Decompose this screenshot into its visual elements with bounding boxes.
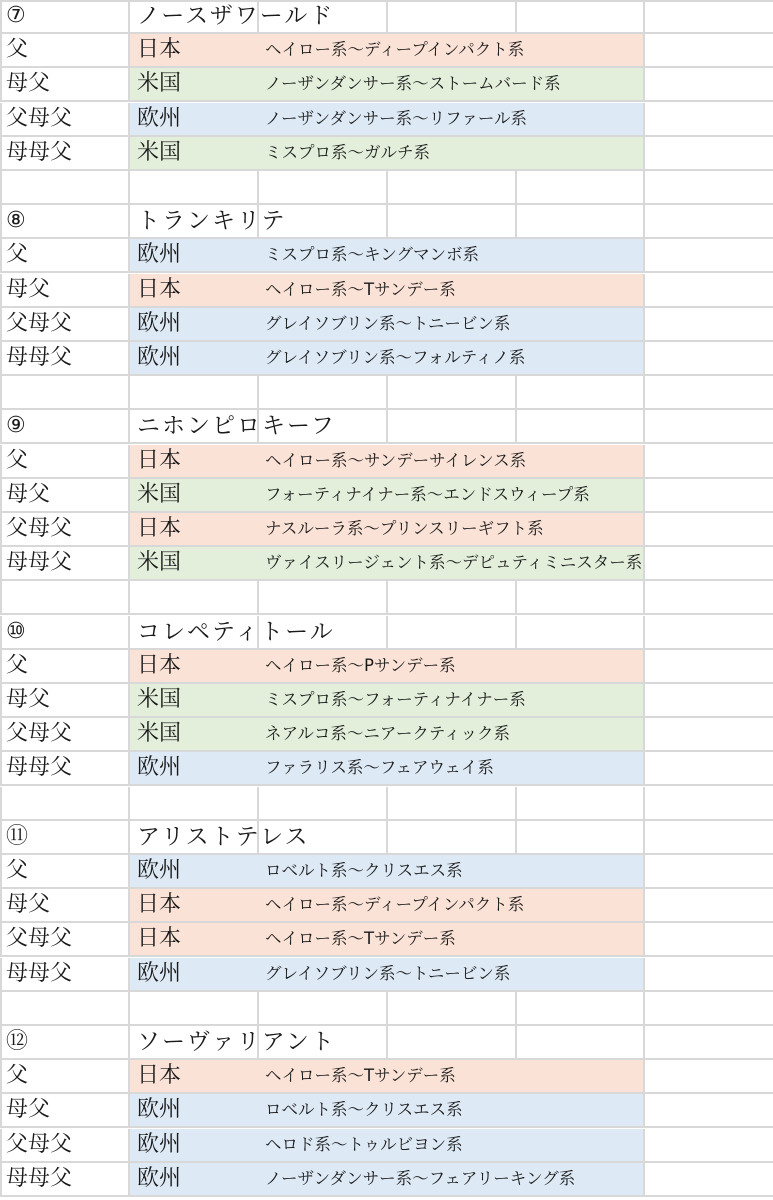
horse-number: ⑪: [6, 823, 29, 849]
sire-line-cell: ヘイロー系〜ディープインパクト系: [265, 40, 525, 60]
pedigree-label: 母母父: [6, 1165, 73, 1191]
sire-line-cell: ノーザンダンサー系〜ストームバード系: [265, 74, 561, 94]
horse-number: ⑩: [6, 618, 26, 644]
horse-header-row: [0, 205, 773, 239]
pedigree-row: [0, 1163, 773, 1197]
pedigree-label: 父: [6, 1063, 29, 1089]
horse-header-row: [0, 821, 773, 855]
pedigree-row: [0, 274, 773, 308]
pedigree-label: 母母父: [6, 960, 73, 986]
region-cell: 米国: [137, 71, 182, 97]
pedigree-row: [0, 650, 773, 684]
horse-header-row: [0, 410, 773, 444]
sire-line-cell: グレイソブリン系〜トニービン系: [265, 313, 511, 333]
region-cell: 欧州: [137, 755, 182, 781]
region-cell: 欧州: [137, 1131, 182, 1157]
region-cell: 米国: [137, 550, 182, 576]
pedigree-label: 父: [6, 447, 29, 473]
pedigree-label: 母父: [6, 481, 51, 507]
pedigree-row: [0, 958, 773, 992]
empty-row: [0, 992, 773, 1026]
region-cell: 米国: [137, 721, 182, 747]
region-cell: 米国: [137, 687, 182, 712]
region-cell: 日本: [137, 276, 182, 302]
pedigree-row: [0, 684, 773, 718]
pedigree-row: [0, 1094, 773, 1128]
sire-line-cell: ヘイロー系〜Tサンデー系: [265, 1066, 456, 1086]
pedigree-row: [0, 889, 773, 923]
region-cell: 日本: [137, 926, 182, 952]
region-cell: 欧州: [137, 310, 182, 336]
horse-number: ⑧: [6, 208, 26, 234]
horse-number: ⑫: [6, 1029, 29, 1054]
region-cell: 米国: [137, 139, 182, 165]
pedigree-label: 父母父: [6, 310, 73, 336]
horse-name: ソーヴァリアント: [137, 1029, 336, 1055]
pedigree-label: 母父: [6, 892, 51, 918]
pedigree-row: [0, 34, 773, 68]
pedigree-label: 母父: [6, 687, 51, 712]
sire-line-cell: ヴァイスリージェント系〜デピュティミニスター系: [265, 553, 643, 573]
region-cell: 米国: [137, 481, 182, 507]
pedigree-label: 父母父: [6, 1131, 73, 1157]
horse-number: ⑨: [6, 413, 26, 439]
region-cell: 日本: [137, 892, 182, 918]
pedigree-label: 母父: [6, 276, 51, 302]
sire-line-cell: グレイソブリン系〜トニービン系: [265, 963, 511, 983]
horse-name: コレペティトール: [137, 618, 335, 645]
pedigree-label: 母母父: [6, 139, 73, 165]
empty-row: [0, 376, 773, 410]
pedigree-label: 母母父: [6, 345, 73, 370]
sire-line-cell: ファラリス系〜フェアウェイ系: [265, 758, 494, 778]
region-cell: 日本: [137, 37, 182, 63]
pedigree-label: 父: [6, 858, 29, 883]
region-cell: 日本: [137, 447, 182, 473]
pedigree-row: [0, 103, 773, 137]
sire-line-cell: ミスプロ系〜ガルチ系: [265, 142, 430, 162]
sire-line-cell: ヘイロー系〜サンデーサイレンス系: [265, 450, 527, 470]
sire-line-cell: ヘイロー系〜ディープインパクト系: [265, 895, 525, 915]
sire-line-cell: ヘロド系〜トゥルビヨン系: [265, 1134, 463, 1154]
region-cell: 日本: [137, 516, 182, 541]
region-cell: 欧州: [137, 960, 182, 986]
empty-row: [0, 581, 773, 615]
sire-line-cell: ノーザンダンサー系〜リファール系: [265, 108, 528, 128]
sire-line-cell: ノーザンダンサー系〜フェアリーキング系: [265, 1168, 576, 1188]
horse-header-row: [0, 0, 773, 34]
horse-name: トランキリテ: [137, 208, 287, 235]
region-cell: 欧州: [137, 242, 182, 268]
pedigree-row: [0, 445, 773, 479]
pedigree-row: [0, 752, 773, 786]
pedigree-label: 父母父: [6, 516, 73, 541]
pedigree-row: [0, 308, 773, 342]
pedigree-label: 母母父: [6, 755, 73, 781]
horse-name: ノースザワールド: [137, 3, 335, 29]
pedigree-row: [0, 513, 773, 547]
pedigree-row: [0, 1060, 773, 1094]
pedigree-label: 父: [6, 37, 29, 63]
sire-line-cell: ヘイロー系〜Tサンデー系: [265, 279, 456, 299]
sire-line-cell: ナスルーラ系〜プリンスリーギフト系: [265, 519, 544, 538]
pedigree-row: [0, 137, 773, 171]
sire-line-cell: ロベルト系〜クリスエス系: [265, 861, 463, 880]
pedigree-label: 母父: [6, 1097, 51, 1123]
pedigree-label: 父母父: [6, 926, 73, 952]
pedigree-label: 父: [6, 242, 29, 268]
region-cell: 欧州: [137, 1165, 182, 1191]
horse-header-row: [0, 616, 773, 650]
sire-line-cell: ミスプロ系〜キングマンボ系: [265, 245, 480, 265]
pedigree-row: [0, 68, 773, 102]
pedigree-row: [0, 1129, 773, 1163]
pedigree-row: [0, 923, 773, 957]
horse-name: アリストテレス: [137, 823, 310, 850]
pedigree-row: [0, 342, 773, 376]
region-cell: 欧州: [137, 105, 182, 131]
pedigree-label: 父母父: [6, 105, 73, 131]
pedigree-label: 父: [6, 652, 29, 678]
pedigree-row: [0, 855, 773, 889]
empty-row: [0, 787, 773, 821]
pedigree-label: 母父: [6, 71, 51, 97]
pedigree-row: [0, 239, 773, 273]
empty-row: [0, 171, 773, 205]
horse-header-row: [0, 1026, 773, 1060]
region-cell: 日本: [137, 652, 182, 678]
sire-line-cell: ロベルト系〜クリスエス系: [265, 1100, 463, 1120]
sire-line-cell: ヘイロー系〜Tサンデー系: [265, 929, 456, 949]
sire-line-cell: ネアルコ系〜ニアークティック系: [265, 724, 511, 744]
pedigree-row: [0, 479, 773, 513]
region-cell: 欧州: [137, 1097, 182, 1123]
sire-line-cell: グレイソブリン系〜フォルティノ系: [265, 348, 526, 367]
pedigree-label: 母母父: [6, 550, 73, 576]
pedigree-label: 父母父: [6, 721, 73, 747]
sire-line-cell: ミスプロ系〜フォーティナイナー系: [265, 690, 526, 709]
pedigree-row: [0, 718, 773, 752]
horse-name: ニホンピロキーフ: [137, 413, 336, 440]
region-cell: 欧州: [137, 345, 182, 370]
region-cell: 欧州: [137, 858, 182, 883]
region-cell: 日本: [137, 1063, 182, 1089]
pedigree-row: [0, 547, 773, 581]
horse-number: ⑦: [6, 3, 26, 28]
sire-line-cell: ヘイロー系〜Pサンデー系: [265, 655, 456, 675]
sire-line-cell: フォーティナイナー系〜エンドスウィープ系: [265, 484, 590, 504]
